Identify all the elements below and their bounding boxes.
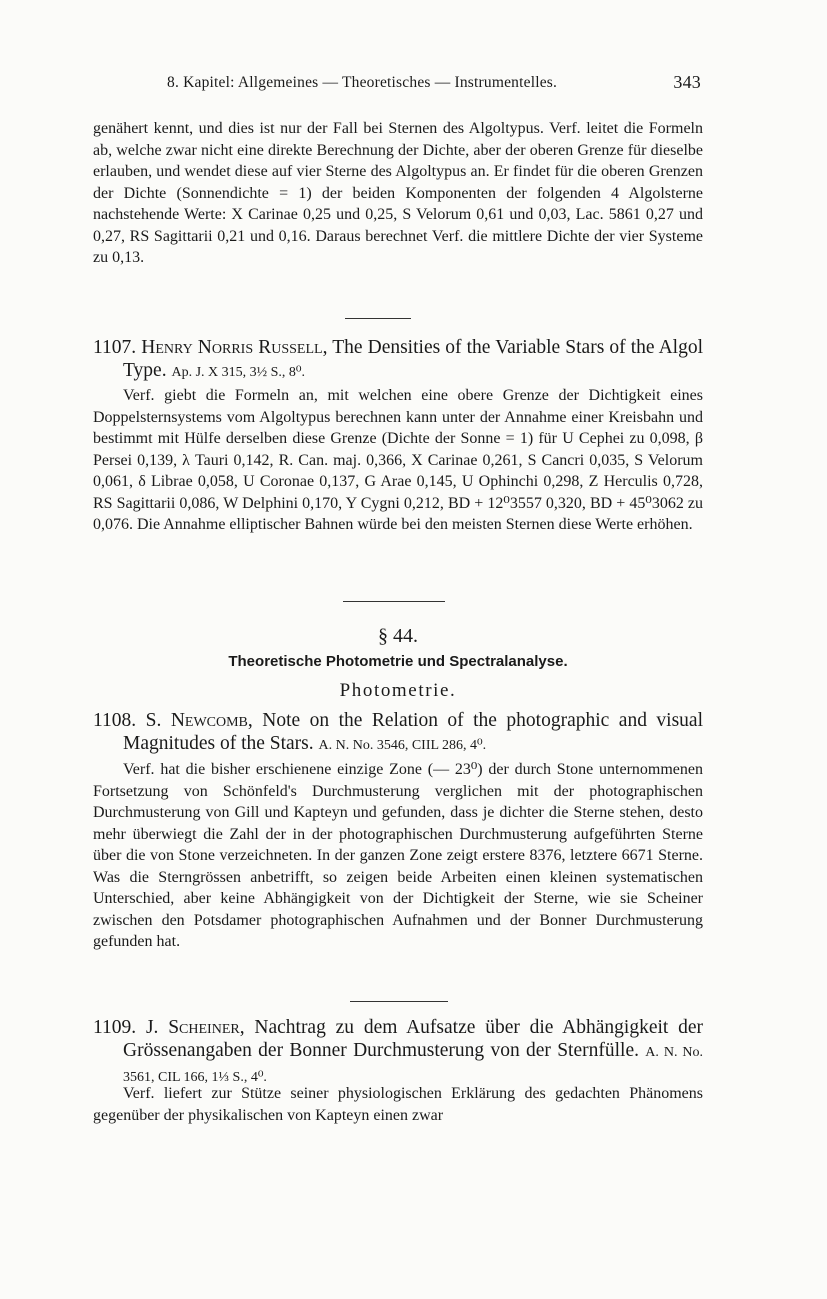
separator-rule — [350, 1001, 448, 1002]
separator-rule — [345, 318, 411, 319]
entry-body-1109: Verf. liefert zur Stütze seiner physiologischen Erklärung des gedachten Phänomens gegenüber der physikalischen von Kapteyn einen zwar — [93, 1085, 703, 1124]
entry-author: S. Newcomb — [145, 710, 248, 731]
entry-reference: Ap. J. X 315, 3½ S., 8⁰. — [171, 365, 306, 380]
entry-number: 1109. — [93, 1017, 137, 1038]
entry-heading-1107 — [93, 336, 703, 384]
section-number: § 44. — [378, 625, 418, 647]
entry-title: , Note on the Relation of the photographic and visual Magnitudes of the Stars. — [123, 710, 703, 754]
entry-title: , Nachtrag zu dem Aufsatze über die Abhängigkeit der Grössenangaben der Bonner Durchmusterung von der Sternfülle. — [123, 1017, 703, 1061]
entry-author: Henry Norris Russell — [141, 337, 323, 358]
entry-reference: A. N. No. 3546, CIIL 286, 4⁰. — [318, 738, 487, 753]
chapter-title: 8. Kapitel: Allgemeines — Theoretisches — Instrumentelles. — [167, 74, 558, 91]
entry-number: 1107. — [93, 337, 137, 358]
page-number: 343 — [673, 72, 701, 92]
separator-rule — [343, 601, 445, 602]
entry-title: , The Densities of the Variable Stars of the Algol Type. — [123, 337, 703, 381]
entry-heading-1109 — [93, 1016, 703, 1089]
entry-body-1108: Verf. hat die bisher erschienene einzige Zone (— 23⁰) der durch Stone unternommenen Fortsetzung von Schönfeld's Durchmusterung verglichen mit der photographischen Durchmusterung von Gill und Kapteyn und gefunden, dass je dichter die Sterne stehen, desto mehr überwiegt die Zahl der in der photographischen Durchmusterung aufgeführten Sterne über die von Stone verzeichneten. In der ganzen Zone zeigt erstere 8376, letztere 6671 Sterne. Was die Sterngrössen anbetrifft, so zeigen beide Arbeiten einen kleinen systematischen Unterschied, aber keine Abhängigkeit von der Dichtigkeit der Sterne, wie sie Scheiner zwischen den Potsdamer photographischen Aufnahmen und der Bonner Durchmusterung gefunden hat. — [93, 761, 703, 950]
subsection-title: Photometrie. — [339, 680, 457, 701]
entry-body-1107: Verf. giebt die Formeln an, mit welchen eine obere Grenze der Dichtigkeit eines Doppelsternsystems vom Algoltypus berechnen kann unter der Annahme einer Kreisbahn und bestimmt mit Hülfe derselben diese Grenze (Dichte der Sonne = 1) für U Cephei zu 0,098, β Persei 0,139, λ Tauri 0,142, R. Can. maj. 0,366, X Carinae 0,261, S Cancri 0,035, S Velorum 0,061, δ Librae 0,058, U Coronae 0,137, G Arae 0,145, U Ophinchi 0,298, Z Herculis 0,728, RS Sagittarii 0,086, W Delphini 0,170, Y Cygni 0,212, BD + 12⁰3557 0,320, BD + 45⁰3062 zu 0,076. Die Annahme elliptischer Bahnen würde bei den meisten Sternen diese Werte erhöhen. — [93, 387, 703, 533]
running-head — [93, 72, 703, 96]
entry-heading-1108 — [93, 709, 703, 757]
section-title: Theoretische Photometrie und Spectralanalyse. — [228, 653, 568, 670]
continuation-paragraph: genähert kennt, und dies ist nur der Fall bei Sternen des Algoltypus. Verf. leitet die Formeln ab, welche zwar nicht eine direkte Berechnung der Dichte, aber der oberen Grenze für dieselbe erlauben, und wendet diese auf vier Sterne des Algoltypus an. Er findet für die oberen Grenzen der Dichte (Sonnendichte = 1) der beiden Komponenten der folgenden 4 Algolsterne nachstehende Werte: X Carinae 0,25 und 0,25, S Velorum 0,61 und 0,03, Lac. 5861 0,27 und 0,27, RS Sagittarii 0,21 und 0,16. Daraus berechnet Verf. die mittlere Dichte der vier Systeme zu 0,13. — [93, 120, 703, 266]
entry-reference: A. N. No. 3561, CIL 166, 1⅓ S., 4⁰. — [123, 1045, 703, 1085]
entry-author: J. Scheiner — [145, 1017, 240, 1038]
entry-number: 1108. — [93, 710, 137, 731]
